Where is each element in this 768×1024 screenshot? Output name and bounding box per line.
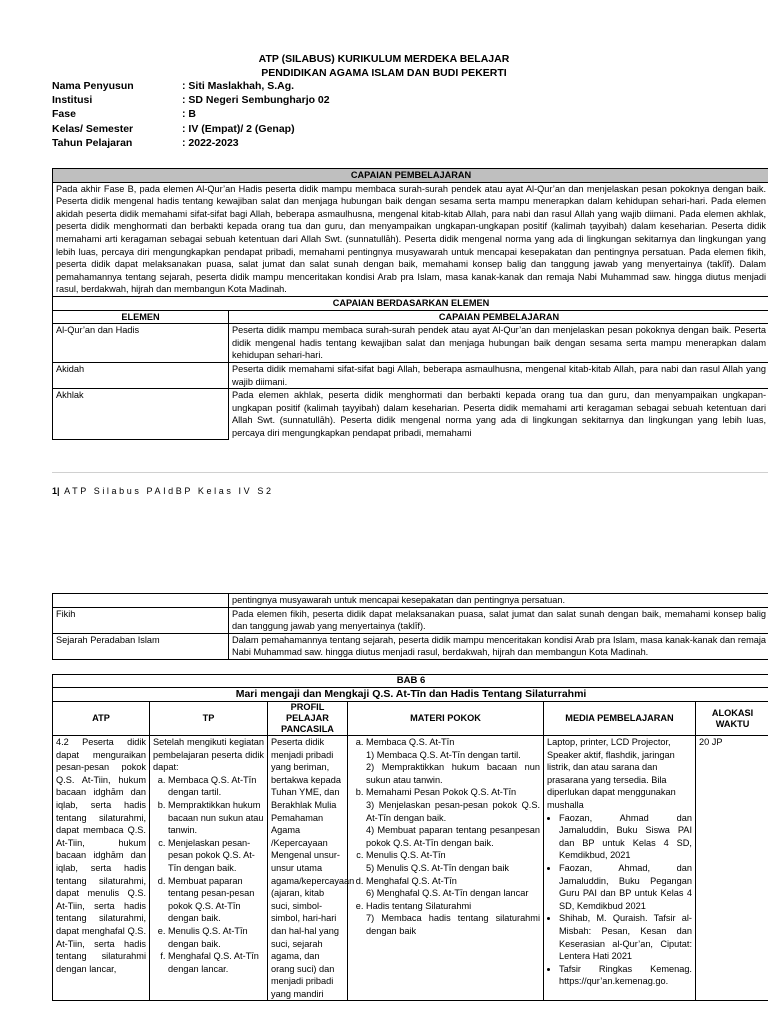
materi-item xyxy=(366,736,540,786)
elemen-cell: Sejarah Peradaban Islam xyxy=(53,633,229,659)
meta-key: Tahun Pelajaran xyxy=(52,136,133,149)
col-media-header: MEDIA PEMBELAJARAN xyxy=(544,702,696,736)
meta-key: Fase xyxy=(52,108,76,121)
meta-value: : 2022-2023 xyxy=(182,136,239,149)
atp-table xyxy=(52,674,768,1001)
meta-row xyxy=(52,108,330,122)
materi-sub: 3) Menjelaskan pesan-pesan pokok Q.S. At-Tīn dengan baik. xyxy=(366,799,540,823)
media-item: • Tafsir Ringkas Kemenag. https://qur’an.kemenag.go. xyxy=(559,963,692,988)
document-page-1 xyxy=(0,0,768,505)
elemen-cell: Akidah xyxy=(53,362,229,388)
meta-value: : IV (Empat)/ 2 (Genap) xyxy=(182,122,295,135)
tp-item: c. Menjelaskan pesan-pesan pokok Q.S. At-Tīn dengan baik. xyxy=(168,837,264,875)
media-item: • Shihab, M. Quraish. Tafsir al-Misbah: Pesan, Kesan dan Keserasian al-Qur’an, Ciputat: Lentera Hati 2021 xyxy=(559,912,692,962)
bab-title: Mari mengaji dan Mengkaji Q.S. At-Tīn dan Hadis Tentang Silaturrahmi xyxy=(53,688,768,702)
col-materi-header: MATERI POKOK xyxy=(348,702,544,736)
col-tp-header: TP xyxy=(150,702,268,736)
materi-item xyxy=(366,786,540,849)
materi-sub: 5) Menulis Q.S. At-Tīn dengan baik xyxy=(366,862,509,873)
media-intro: Laptop, printer, LCD Projector, Speaker aktif, flashdik, jaringan listrik, dan atau sarana dan prasarana yang tersedia. Bila diperlukan dapat menggunakan mushalla xyxy=(547,737,676,810)
profil-cell: Peserta didik menjadi pribadi yang beriman, bertakwa kepada Tuhan YME, dan Berakhlak Mulia Pemahaman Agama /Kepercayaan Mengenal unsur-unsur utama agama/kepercayaan (ajaran, kitab suci, simbol-simbol, hari-hari dan hal-hal yang suci, sejarah agama, dan orang suci) dan menjadi pribadi yang mandiri xyxy=(268,736,348,1001)
materi-title: a. Membaca Q.S. At-Tīn xyxy=(366,737,455,747)
materi-title: d. Menghafal Q.S. At-Tīn xyxy=(366,875,457,886)
col-capaian-header: CAPAIAN PEMBELAJARAN xyxy=(229,310,768,324)
footer-text: ATP Silabus PAIdBP Kelas IV S2 xyxy=(64,486,274,496)
page-number: 1 xyxy=(52,486,58,496)
materi-sub: 6) Menghafal Q.S. At-Tīn dengan lancar xyxy=(366,888,529,899)
materi-list xyxy=(351,736,540,938)
col-elemen-header: ELEMEN xyxy=(53,310,229,324)
capaian-continued-table xyxy=(52,593,768,660)
capaian-cell: Peserta didik memahami sifat-sifat bagi Allah, beberapa asmaulhusna, mengenal kitab-kitab Allah, para nabi dan rasul Allah yang wajib diimani. xyxy=(229,362,768,388)
cp-sub-header: CAPAIAN BERDASARKAN ELEMEN xyxy=(53,296,768,310)
col-atp-header: ATP xyxy=(53,702,150,736)
elemen-cell: Al-Qur’an dan Hadis xyxy=(53,324,229,363)
col-alokasi-header: ALOKASI WAKTU xyxy=(696,702,768,736)
capaian-cell: Pada elemen fikih, peserta didik dapat melaksanakan puasa, salat jumat dan salat sunah dengan baik, memahami konsep balig dan tanggung jawab yang menyertainya (taklīf). xyxy=(229,607,768,633)
meta-value: : Siti Maslakhah, S.Ag. xyxy=(182,80,295,92)
meta-key: Kelas/ Semester xyxy=(52,122,134,135)
materi-sub: 4) Membuat paparan tentang pesanpesan pokok Q.S. At-Tīn dengan baik. xyxy=(366,825,540,848)
materi-sub: 1) Membaca Q.S. At-Tīn dengan tartil. xyxy=(366,749,521,760)
capaian-cell: Peserta didik mampu membaca surah-surah pendek atau ayat Al-Qur’an dan menjelaskan pesan pokoknya dengan baik. Peserta didik mengenal hadis tentang kewajiban salat dan menjaga hubungan baik dengan sesama serta mampu menerapkan dalam kehidupan sehari-hari. xyxy=(229,324,768,363)
capaian-cell: pentingnya musyawarah untuk mencapai kesepakatan dan pentingnya persatuan. xyxy=(229,594,768,608)
tp-item: a. Membaca Q.S. At-Tīn dengan tartil. xyxy=(168,774,264,799)
materi-item xyxy=(366,849,540,874)
media-item: • Faozan, Ahmad dan Jamaluddin, Buku Siswa PAI dan BP untuk Kelas 4 SD, Kemdikbud, 2021 xyxy=(559,812,692,862)
materi-item xyxy=(366,900,540,938)
meta-row xyxy=(52,137,330,151)
doc-title-line1: ATP (SILABUS) KURIKULUM MERDEKA BELAJAR xyxy=(258,53,510,65)
tp-cell xyxy=(150,736,268,1001)
cp-text: Pada akhir Fase B, pada elemen Al-Qur’an Hadis peserta didik mampu membaca surah-surah pendek atau ayat Al-Qur’an dan menjelaskan pesan pokoknya dengan baik. Peserta didik mengenal hadis tentang kewajiban salat dan menjaga hubungan baik dengan sesama serta mampu menerapkan dalam kehidupan sehari-hari. Pada elemen akidah peserta didik memahami sifat-sifat bagi Allah, beberapa asmaulhusna, mengenal kitab-kitab Allah, para nabi dan rasul Allah yang wajib diimani. Pada elemen akhlak, peserta didik menghormati dan berbakti kepada orang tua dan guru, dan menyampaikan ungkapan-ungkapan positif (kalimah ṭayyibah) dalam keseharian. Peserta didik memahami arti keragaman sebagai sebuah ketentuan dari Allah Swt. (sunnatullāh). Peserta didik mengenal norma yang ada di lingkungan sekitarnya dan lingkungan yang lebih luas, percaya diri mengungkapkan pendapat pribadi, memahami pentingnya musyawarah untuk mencapai kesepakatan dan pentingnya persatuan. Pada elemen fikih, peserta didik dapat melaksanakan puasa, salat jumat dan salat sunah dengan baik, memahami konsep balig dan tanggung jawab yang menyertainya (taklīf). Dalam pemahamannya tentang sejarah, peserta didik mampu menceritakan kondisi Arab pra Islam, masa kanak-kanak dan remaja Nabi Muhammad saw. hingga diutus menjadi rasul, berdakwah, hijrah dan membangun Kota Madinah. xyxy=(53,182,768,296)
media-item: • Faozan, Ahmad, dan Jamaluddin, Buku Pegangan Guru PAI dan BP untuk Kelas 4 SD, Kemdikbud 2021 xyxy=(559,862,692,912)
identity-block xyxy=(52,80,330,151)
meta-value: : SD Negeri Sembungharjo 02 xyxy=(182,94,330,107)
materi-title: c. Menulis Q.S. At-Tīn xyxy=(366,850,446,861)
tp-list xyxy=(153,774,264,976)
page-footer xyxy=(52,486,274,496)
meta-key: Nama Penyusun xyxy=(52,80,134,92)
materi-title: e. Hadis tentang Silaturahmi xyxy=(366,900,472,911)
tp-item: f. Menghafal Q.S. At-Tīn dengan lancar. xyxy=(168,950,264,975)
media-cell xyxy=(544,736,696,1001)
tp-item: d. Membuat paparan tentang pesan-pesan pokok Q.S. At-Tīn dengan baik. xyxy=(168,875,264,925)
col-profil-header: PROFIL PELAJAR PANCASILA xyxy=(268,702,348,736)
elemen-cell: Fikih xyxy=(53,607,229,633)
bab-number: BAB 6 xyxy=(53,675,768,688)
capaian-pembelajaran-table xyxy=(52,168,768,440)
capaian-cell: Dalam pemahamannya tentang sejarah, peserta didik mampu menceritakan kondisi Arab pra Islam, masa kanak-kanak dan remaja Nabi Muhammad saw. hingga diutus menjadi rasul, berdakwah, hijrah dan membangun Kota Madinah. xyxy=(229,633,768,659)
tp-item: e. Menulis Q.S. At-Tīn dengan baik. xyxy=(168,925,264,950)
atp-cell: 4.2 Peserta didik dapat menguraikan pesan-pesan pokok Q.S. At-Tiin, hukum bacaan idghām dan iqlab, serta hadis tentang silaturahmi, dapat membaca Q.S. At-Tiin, hukum bacaan idghām dan iqlab, serta hadis tentang silaturahmi, dapat menulis Q.S. At-Tiin, serta hadis tentang silaturahmi, dapat menghafal Q.S. At-Tiin, serta hadis tentang silaturahmi dengan lancar, xyxy=(53,736,150,1001)
materi-title: b. Memahami Pesan Pokok Q.S. At-Tīn xyxy=(366,787,517,798)
meta-row xyxy=(52,94,330,108)
elemen-cell xyxy=(53,594,229,608)
capaian-cell: Pada elemen akhlak, peserta didik menghormati dan berbakti kepada orang tua dan guru, dan menyampaikan ungkapan-ungkapan positif (kalimah ṭayyibah) dalam keseharian. Peserta didik memahami arti keragaman sebagai sebuah ketentuan dari Allah Swt. (sunnatullāh). Peserta didik mengenal norma yang ada di lingkungan sekitarnya dan lingkungan yang lebih luas, percaya diri mengungkapkan pendapat pribadi, memahami xyxy=(229,389,768,440)
footer-separator: | xyxy=(57,486,60,496)
elemen-cell: Akhlak xyxy=(53,389,229,440)
meta-value: : B xyxy=(182,108,196,121)
tp-item: b. Mempraktikkan hukum bacaan nun sukun atau tanwin. xyxy=(168,799,264,837)
tp-intro: Setelah mengikuti kegiatan pembelajaran peserta didik dapat: xyxy=(153,737,264,773)
document-page-2 xyxy=(0,593,768,1024)
alokasi-cell: 20 JP xyxy=(696,736,768,1001)
materi-sub: 2) Mempraktikkan hukum bacaan nun sukun atau tanwin. xyxy=(366,762,540,785)
materi-sub: 7) Membaca hadis tentang silaturahmi dengan baik xyxy=(366,913,540,936)
materi-item xyxy=(366,875,540,900)
materi-cell xyxy=(348,736,544,1001)
doc-title-line2: PENDIDIKAN AGAMA ISLAM DAN BUDI PEKERTI xyxy=(261,67,507,79)
cp-header: CAPAIAN PEMBELAJARAN xyxy=(53,169,768,183)
media-list xyxy=(547,812,692,988)
meta-row xyxy=(52,80,330,94)
meta-key: Institusi xyxy=(52,94,93,107)
meta-row xyxy=(52,123,330,137)
footer-divider xyxy=(52,472,768,473)
page-gap xyxy=(0,505,768,593)
